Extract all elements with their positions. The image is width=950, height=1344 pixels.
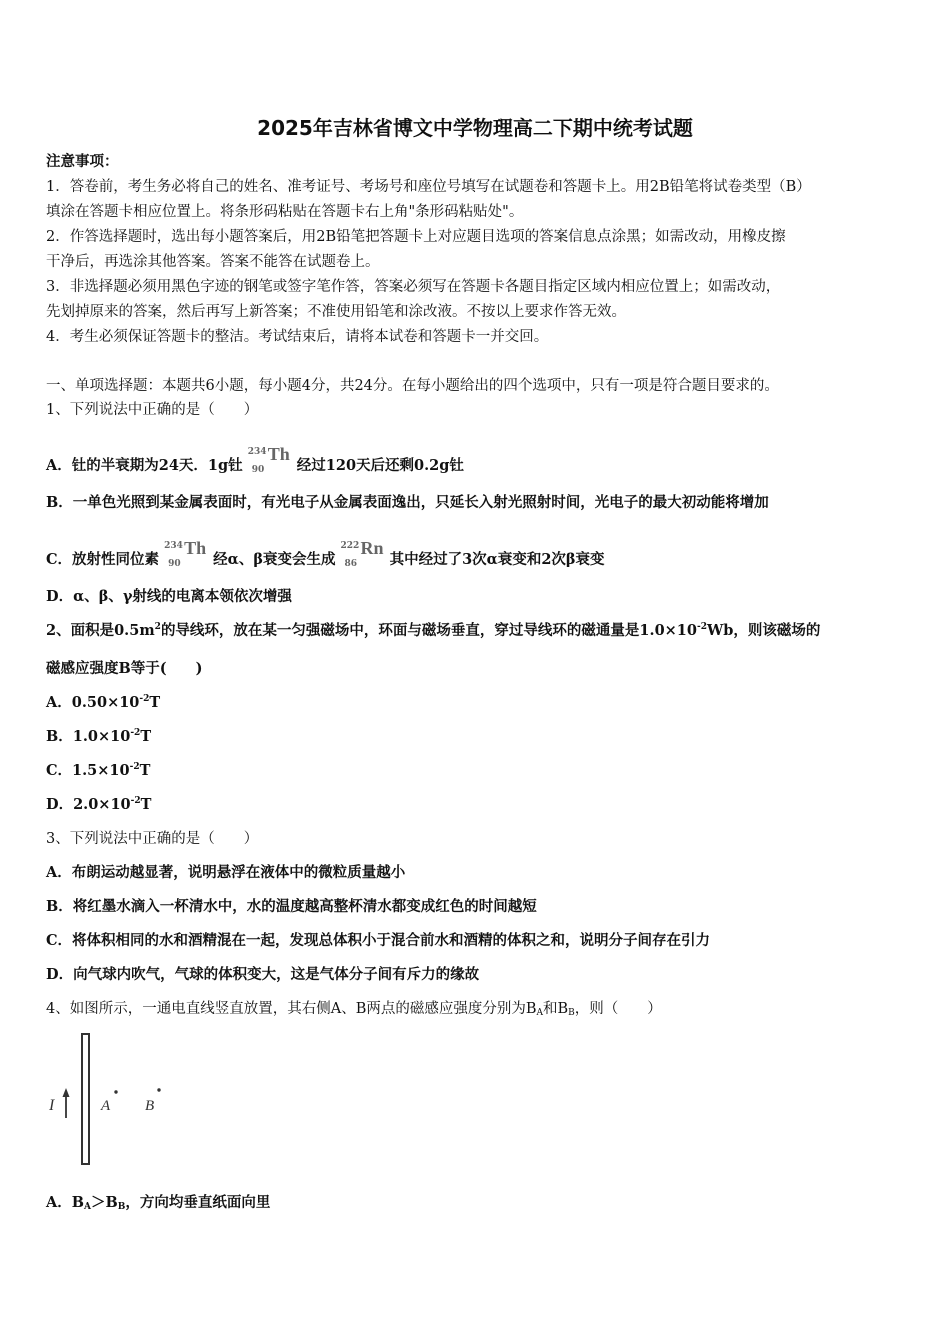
q3-option-c: [46, 931, 710, 951]
wire-rect: [82, 1034, 89, 1164]
q1-c-text-mid: 经α、β衰变会生成: [213, 551, 336, 568]
thorium-mass-number: 234: [247, 447, 267, 457]
q2-stem: [46, 621, 820, 641]
q3-option-d: [46, 965, 479, 985]
thorium-symbol: Th: [184, 538, 207, 558]
q1-a-text-end: 经过120天后还剩0.2g钍: [296, 457, 464, 474]
q4-option-a: [46, 1193, 270, 1213]
thorium-atomic-number: 90: [168, 559, 181, 569]
radon-mass-number: 222: [340, 541, 360, 551]
q2-option-exponent: -2: [129, 762, 140, 772]
notice-heading: 注意事项：: [46, 153, 119, 170]
notice-line: 填涂在答题卡相应位置上。将条形码粘贴在答题卡右上角"条形码粘贴处"。: [46, 204, 524, 220]
notice-line: 先划掉原来的答案，然后再写上新答案；不准使用铅笔和涂改液。不按以上要求作答无效。: [46, 304, 626, 320]
q2-stem-part: Wb，则该磁场的: [707, 622, 821, 639]
q2-stem-line2: 磁感应强度B等于( ): [46, 660, 203, 677]
q2-option-exponent: -2: [139, 694, 150, 704]
radon-nuclide: [341, 540, 385, 570]
notice-line: 1．答卷前，考生务必将自己的姓名、准考证号、考场号和座位号填写在试题卷和答题卡上。用2B铅笔将试卷类型（B）: [46, 179, 811, 195]
q3-option-a: [46, 863, 405, 883]
q2-option-d: [46, 795, 151, 815]
q4-subscript: B: [568, 1008, 575, 1018]
q2-exponent: -2: [697, 622, 707, 632]
q2-option-text: D．2.0×10: [46, 796, 131, 813]
notice-line: 干净后，再选涂其他答案。答案不能答在试题卷上。: [46, 254, 380, 270]
notice-line: 3．非选择题必须用黑色字迹的钢笔或签字笔作答，答案必须写在答题卡各题目指定区域内相应位置上；如需改动，: [46, 279, 781, 295]
notice-line: 4．考生必须保证答题卡的整洁。考试结束后，请将本试卷和答题卡一并交回。: [46, 329, 549, 345]
page-title: 2025年吉林省博文中学物理高二下期中统考试题: [257, 116, 693, 140]
q2-exponent: 2: [154, 622, 161, 632]
q2-option-unit: T: [139, 762, 151, 779]
point-b-dot: [157, 1088, 160, 1091]
radon-symbol: Rn: [360, 538, 384, 558]
point-a-label: A: [101, 1098, 111, 1114]
q3-option-b: [46, 897, 537, 917]
q4-stem: [46, 999, 662, 1019]
q1-stem: 1、下列说法中正确的是（ ）: [46, 402, 259, 418]
q2-option-exponent: -2: [130, 796, 141, 806]
section-heading: 一、单项选择题：本题共6小题，每小题4分，共24分。在每小题给出的四个选项中，只有一项是符合题目要求的。: [46, 378, 779, 394]
q3-b-text: B．将红墨水滴入一杯清水中，水的温度越高整杯清水都变成红色的时间越短: [46, 898, 537, 915]
q2-option-unit: T: [140, 796, 152, 813]
thorium-atomic-number: 90: [251, 465, 265, 475]
point-b-label: B: [145, 1098, 155, 1114]
q4-stem-part: ，则（ ）: [574, 1001, 662, 1017]
q4-a-text: ＞B: [91, 1194, 118, 1211]
q4-a-text: ，方向均垂直纸面向里: [125, 1194, 271, 1211]
q2-stem-part: 2、面积是0.5m: [46, 622, 155, 639]
q1-option-a: [46, 446, 464, 476]
q1-c-text: C．放射性同位素: [46, 551, 160, 568]
current-label: I: [49, 1097, 55, 1114]
q2-stem-part: 的导线环，放在某一匀强磁场中，环面与磁场垂直，穿过导线环的磁通量是1.0×10: [160, 622, 697, 639]
notice-line: 2．作答选择题时，选出每小题答案后，用2B铅笔把答题卡上对应题目选项的答案信息点涂黑；如需改动，用橡皮擦: [46, 229, 786, 245]
q3-stem: 3、下列说法中正确的是（ ）: [46, 831, 259, 847]
q4-a-subscript: B: [117, 1202, 126, 1212]
q2-option-text: B．1.0×10: [46, 728, 131, 745]
q3-c-text: C．将体积相同的水和酒精混在一起，发现总体积小于混合前水和酒精的体积之和，说明分子间存在引力: [46, 932, 711, 949]
q2-option-text: A．0.50×10: [46, 694, 140, 711]
q2-option-exponent: -2: [130, 728, 141, 738]
q2-option-unit: T: [140, 728, 152, 745]
q1-option-b: B．一单色光照到某金属表面时，有光电子从金属表面逸出，只延长入射光照射时间，光电子的最大初动能将增加: [46, 494, 769, 511]
q3-a-text: A．布朗运动越显著，说明悬浮在液体中的微粒质量越小: [46, 864, 406, 881]
q1-option-c: [46, 540, 605, 570]
thorium-symbol: Th: [267, 444, 290, 464]
q2-option-unit: T: [149, 694, 161, 711]
q3-d-text: D．向气球内吹气，气球的体积变大，这是气体分子间有斥力的缘故: [46, 966, 480, 983]
thorium-nuclide: [164, 540, 208, 570]
q2-option-text: C．1.5×10: [46, 762, 130, 779]
point-a-dot: [114, 1090, 117, 1093]
q4-subscript: A: [536, 1008, 544, 1018]
q1-c-text-end: 其中经过了3次α衰变和2次β衰变: [389, 551, 605, 568]
radon-atomic-number: 86: [344, 559, 358, 569]
q4-a-text: A．B: [46, 1194, 85, 1211]
q4-stem-part: 和B: [543, 1001, 569, 1017]
current-wire-figure: [44, 1030, 164, 1168]
thorium-nuclide: [248, 446, 292, 476]
q2-option-a: [46, 693, 160, 713]
q1-option-d: D．α、β、γ射线的电离本领依次增强: [46, 588, 292, 605]
q2-option-c: [46, 761, 150, 781]
q1-a-text: A．钍的半衰期为24天．1g钍: [46, 457, 243, 474]
q4-stem-part: 4、如图所示，一通电直线竖直放置，其右侧A、B两点的磁感应强度分别为B: [46, 1001, 537, 1017]
thorium-mass-number: 234: [164, 541, 183, 551]
current-arrow-icon: [63, 1088, 70, 1097]
q4-a-subscript: A: [84, 1202, 91, 1212]
q2-option-b: [46, 727, 151, 747]
